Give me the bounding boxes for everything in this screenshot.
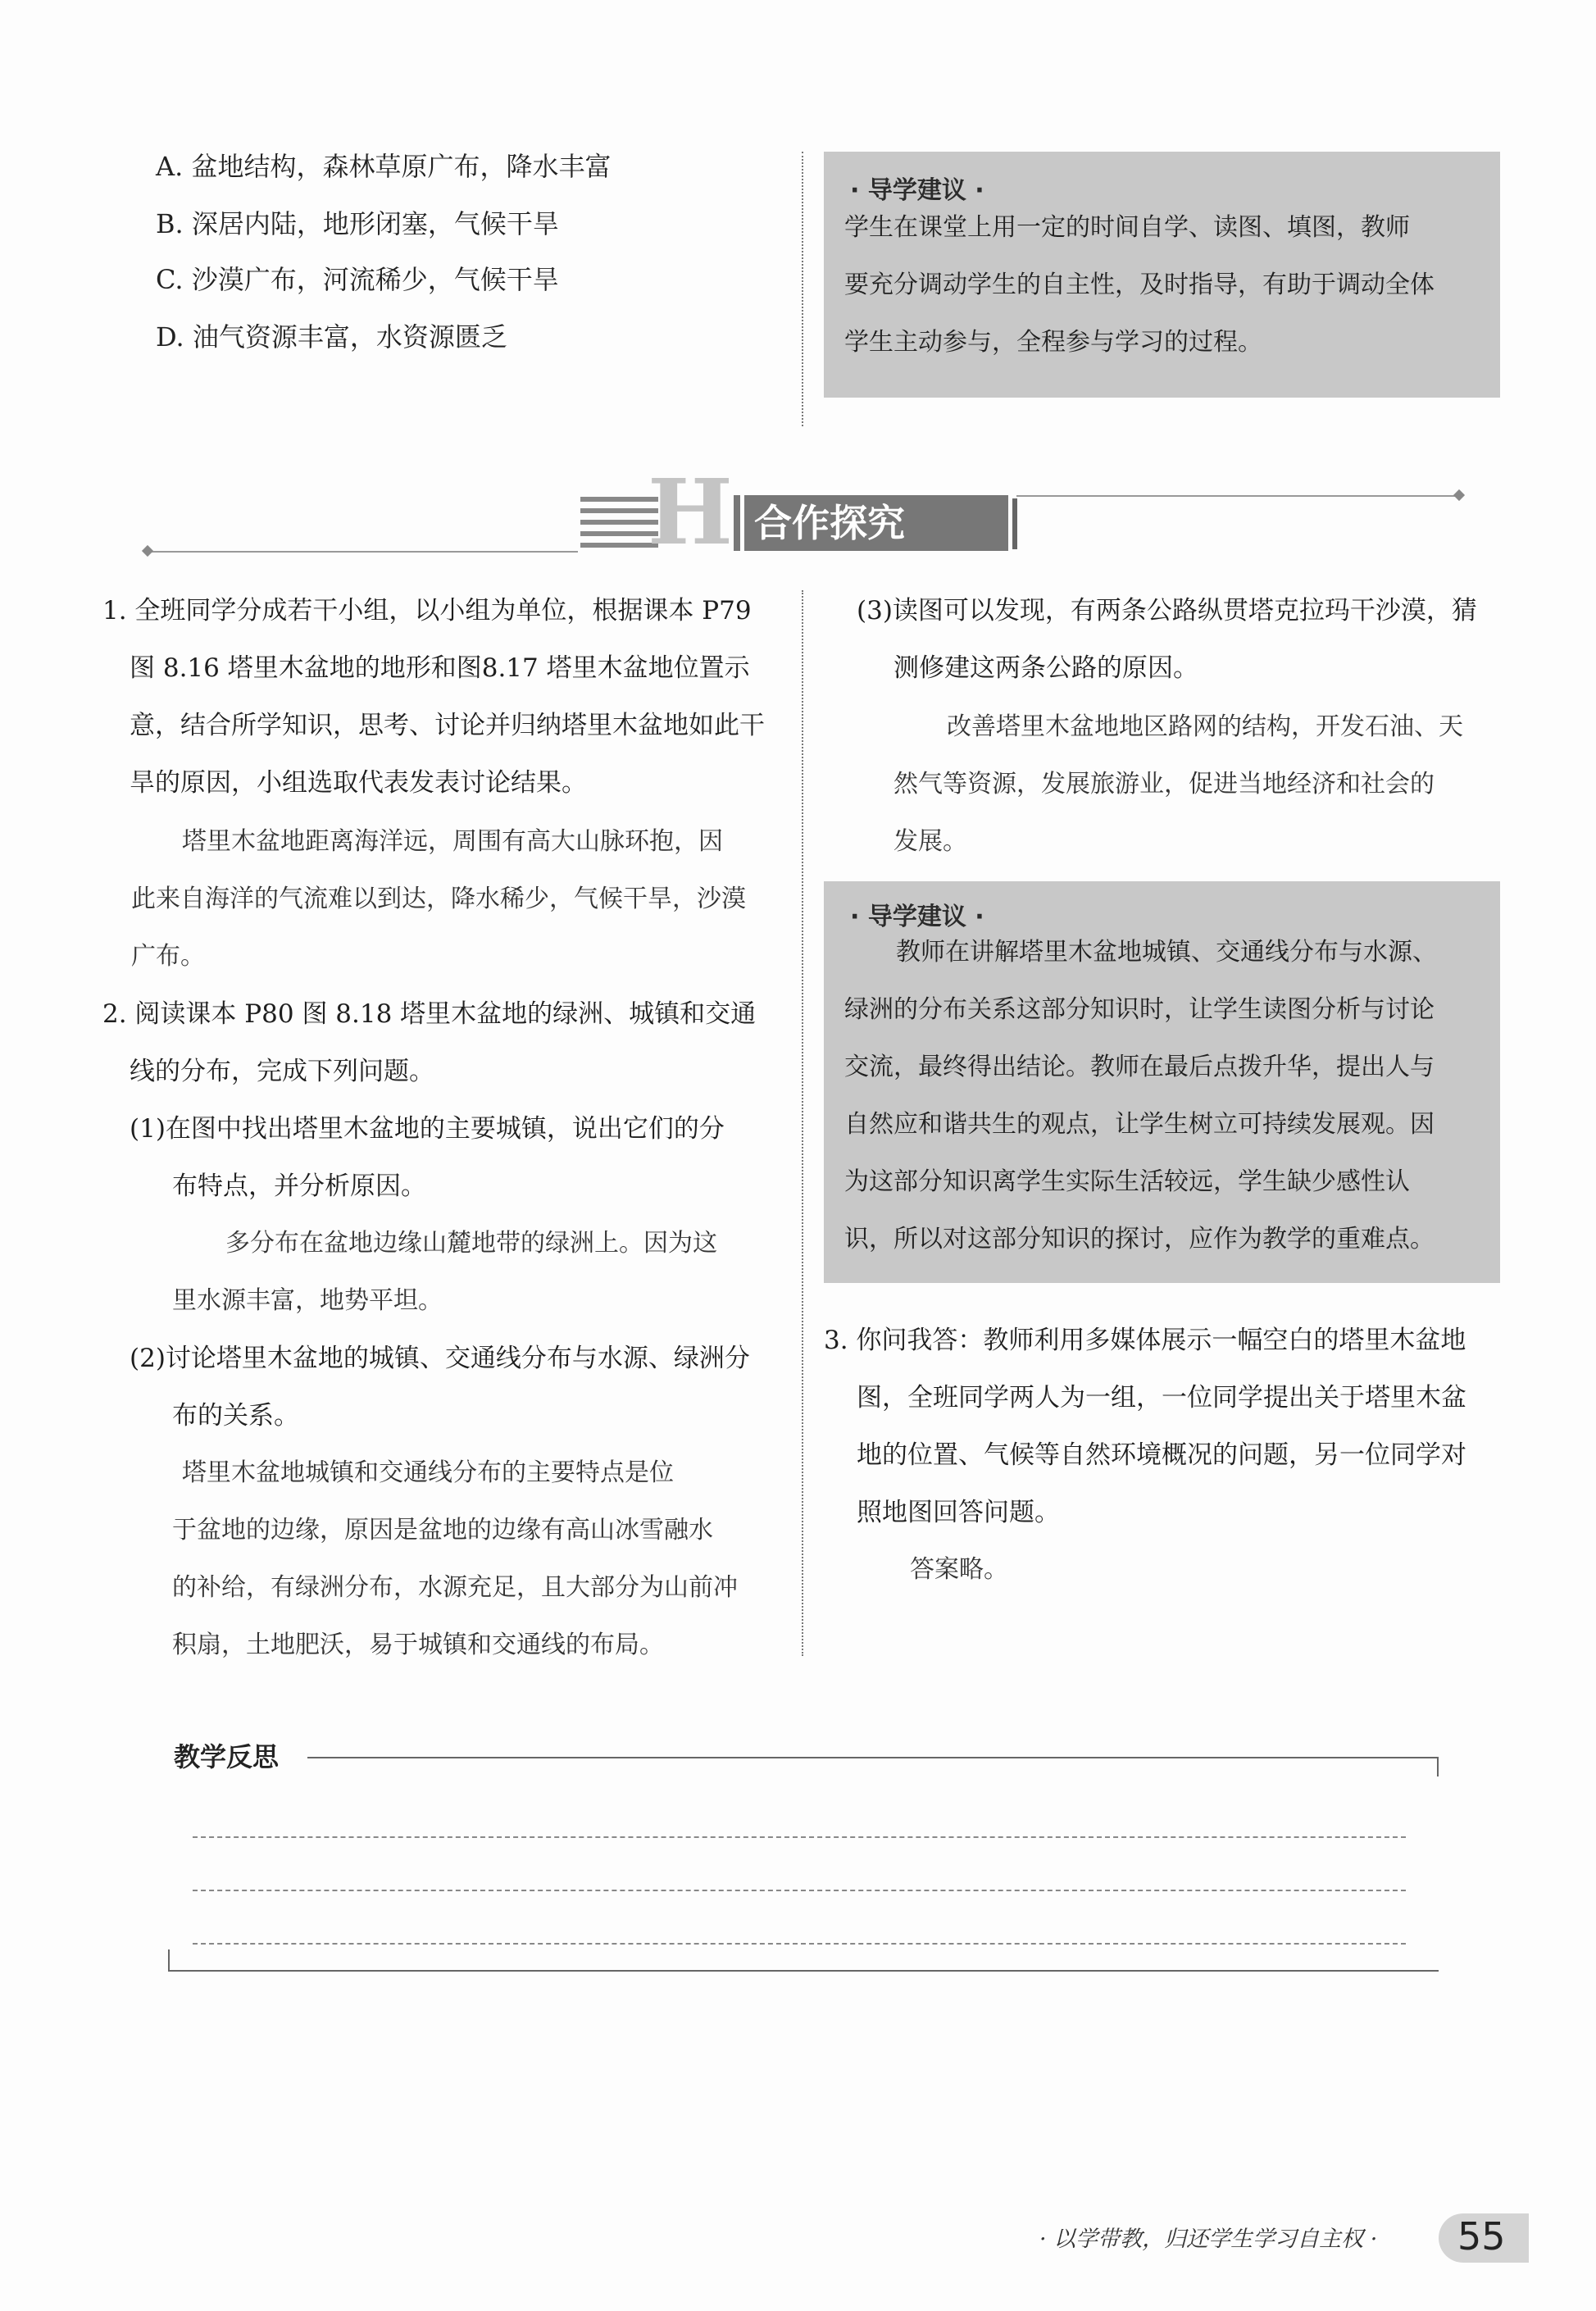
section-end-bar bbox=[1012, 498, 1017, 549]
section-stripes bbox=[580, 492, 658, 551]
suggestion-1-line-3: 学生主动参与，全程参与学习的过程。 bbox=[844, 328, 1262, 357]
option-d: D. 油气资源丰富，水资源匮乏 bbox=[156, 321, 507, 353]
q1-answer-line-3: 广布。 bbox=[131, 942, 205, 971]
suggestion-2-line-4: 自然应和谐共生的观点，让学生树立可持续发展观。因 bbox=[844, 1110, 1435, 1139]
teaching-suggestion-box-2 bbox=[824, 881, 1500, 1283]
q1-answer-line-1: 塔里木盆地距离海洋远，周围有高大山脉环抱，因 bbox=[182, 827, 723, 856]
q2-sub2-line-2: 布的关系。 bbox=[172, 1401, 299, 1431]
section-letter: H bbox=[648, 459, 733, 565]
q2-sub3-answer-line-2: 然气等资源，发展旅游业，促进当地经济和社会的 bbox=[893, 770, 1435, 798]
q3-line-1: 3. 你问我答：教师利用多媒体展示一幅空白的塔里木盆地 bbox=[824, 1326, 1466, 1355]
suggestion-1-line-1: 学生在课堂上用一定的时间自学、读图、填图，教师 bbox=[844, 213, 1410, 242]
q2-sub2-answer-line-4: 积扇，土地肥沃，易于城镇和交通线的布局。 bbox=[172, 1631, 664, 1659]
q2-line-2: 线的分布，完成下列问题。 bbox=[130, 1057, 434, 1086]
section-rule-left bbox=[148, 551, 578, 553]
q2-sub3-answer-line-3: 发展。 bbox=[893, 827, 967, 856]
q2-line-1: 2. 阅读课本 P80 图 8.18 塔里木盆地的绿洲、城镇和交通 bbox=[102, 999, 757, 1029]
q3-line-2: 图，全班同学两人为一组，一位同学提出关于塔里木盆 bbox=[857, 1383, 1466, 1413]
q2-sub1-answer-line-2: 里水源丰富，地势平坦。 bbox=[172, 1286, 443, 1315]
section-rule-right-dot bbox=[1453, 489, 1465, 501]
q2-sub3-answer-line-1: 改善塔里木盆地地区路网的结构，开发石油、天 bbox=[947, 712, 1463, 741]
section-title-band-stripe bbox=[740, 495, 744, 551]
q1-line-2: 图 8.16 塔里木盆地的地形和图8.17 塔里木盆地位置示 bbox=[130, 653, 750, 683]
reflection-writing-line-1 bbox=[193, 1836, 1406, 1838]
suggestion-2-line-1: 教师在讲解塔里木盆地城镇、交通线分布与水源、 bbox=[896, 938, 1437, 967]
q3-answer: 答案略。 bbox=[910, 1555, 1008, 1584]
q2-sub1-line-2: 布特点，并分析原因。 bbox=[172, 1171, 426, 1201]
q3-line-4: 照地图回答问题。 bbox=[857, 1498, 1060, 1527]
q2-sub1-line-1: (1)在图中找出塔里木盆地的主要城镇，说出它们的分 bbox=[130, 1114, 725, 1144]
q2-sub3-line-1: (3)读图可以发现，有两条公路纵贯塔克拉玛干沙漠，猜 bbox=[857, 596, 1477, 626]
option-b: B. 深居内陆，地形闭塞，气候干旱 bbox=[156, 208, 559, 239]
reflection-bottom-rule bbox=[168, 1970, 1439, 1972]
suggestion-2-line-6: 识，所以对这部分知识的探讨，应作为教学的重难点。 bbox=[844, 1225, 1435, 1253]
column-divider-top bbox=[802, 152, 803, 426]
teaching-suggestion-box-1 bbox=[824, 152, 1500, 398]
suggestion-1-line-2: 要充分调动学生的自主性，及时指导，有助于调动全体 bbox=[844, 271, 1435, 299]
option-c: C. 沙漠广布，河流稀少，气候干旱 bbox=[156, 264, 559, 295]
suggestion-2-line-5: 为这部分知识离学生实际生活较远，学生缺少感性认 bbox=[844, 1167, 1410, 1196]
suggestion-2-line-3: 交流，最终得出结论。教师在最后点拨升华，提出人与 bbox=[844, 1053, 1435, 1081]
q2-sub2-answer-line-1: 塔里木盆地城镇和交通线分布的主要特点是位 bbox=[182, 1458, 674, 1487]
column-divider-main bbox=[802, 590, 803, 1656]
reflection-title: 教学反思 bbox=[174, 1741, 280, 1772]
footer-motto: · 以学带教，归还学生学习自主权 · bbox=[1039, 2227, 1378, 2252]
suggestion-title-2: · 导学建议 · bbox=[850, 903, 984, 931]
q1-line-3: 意，结合所学知识，思考、讨论并归纳塔里木盆地如此干 bbox=[130, 711, 765, 740]
q2-sub3-line-2: 测修建这两条公路的原因。 bbox=[893, 653, 1198, 683]
section-title: 合作探究 bbox=[754, 501, 905, 545]
section-rule-left-dot bbox=[142, 545, 153, 557]
q2-sub2-answer-line-3: 的补给，有绿洲分布，水源充足，且大部分为山前冲 bbox=[172, 1573, 738, 1602]
section-rule-right bbox=[1016, 495, 1459, 497]
q2-sub1-answer-line-1: 多分布在盆地边缘山麓地带的绿洲上。因为这 bbox=[225, 1229, 717, 1258]
q1-line-1: 1. 全班同学分成若干小组，以小组为单位，根据课本 P79 bbox=[102, 596, 752, 626]
option-a: A. 盆地结构，森林草原广布，降水丰富 bbox=[156, 151, 612, 182]
q2-sub2-line-1: (2)讨论塔里木盆地的城镇、交通线分布与水源、绿洲分 bbox=[130, 1344, 750, 1373]
reflection-top-rule bbox=[307, 1757, 1439, 1758]
reflection-bottom-rule-start bbox=[168, 1949, 170, 1971]
page-number: 55 bbox=[1457, 2214, 1506, 2259]
reflection-top-rule-end bbox=[1437, 1757, 1439, 1776]
suggestion-title-1: · 导学建议 · bbox=[850, 176, 984, 205]
suggestion-2-line-2: 绿洲的分布关系这部分知识时，让学生读图分析与讨论 bbox=[844, 995, 1435, 1024]
q2-sub2-answer-line-2: 于盆地的边缘，原因是盆地的边缘有高山冰雪融水 bbox=[172, 1516, 713, 1544]
q3-line-3: 地的位置、气候等自然环境概况的问题，另一位同学对 bbox=[857, 1440, 1466, 1470]
q1-answer-line-2: 此来自海洋的气流难以到达，降水稀少，气候干旱，沙漠 bbox=[131, 885, 746, 913]
reflection-writing-line-2 bbox=[193, 1890, 1406, 1891]
reflection-writing-line-3 bbox=[193, 1943, 1406, 1945]
q1-line-4: 旱的原因，小组选取代表发表讨论结果。 bbox=[130, 768, 587, 798]
